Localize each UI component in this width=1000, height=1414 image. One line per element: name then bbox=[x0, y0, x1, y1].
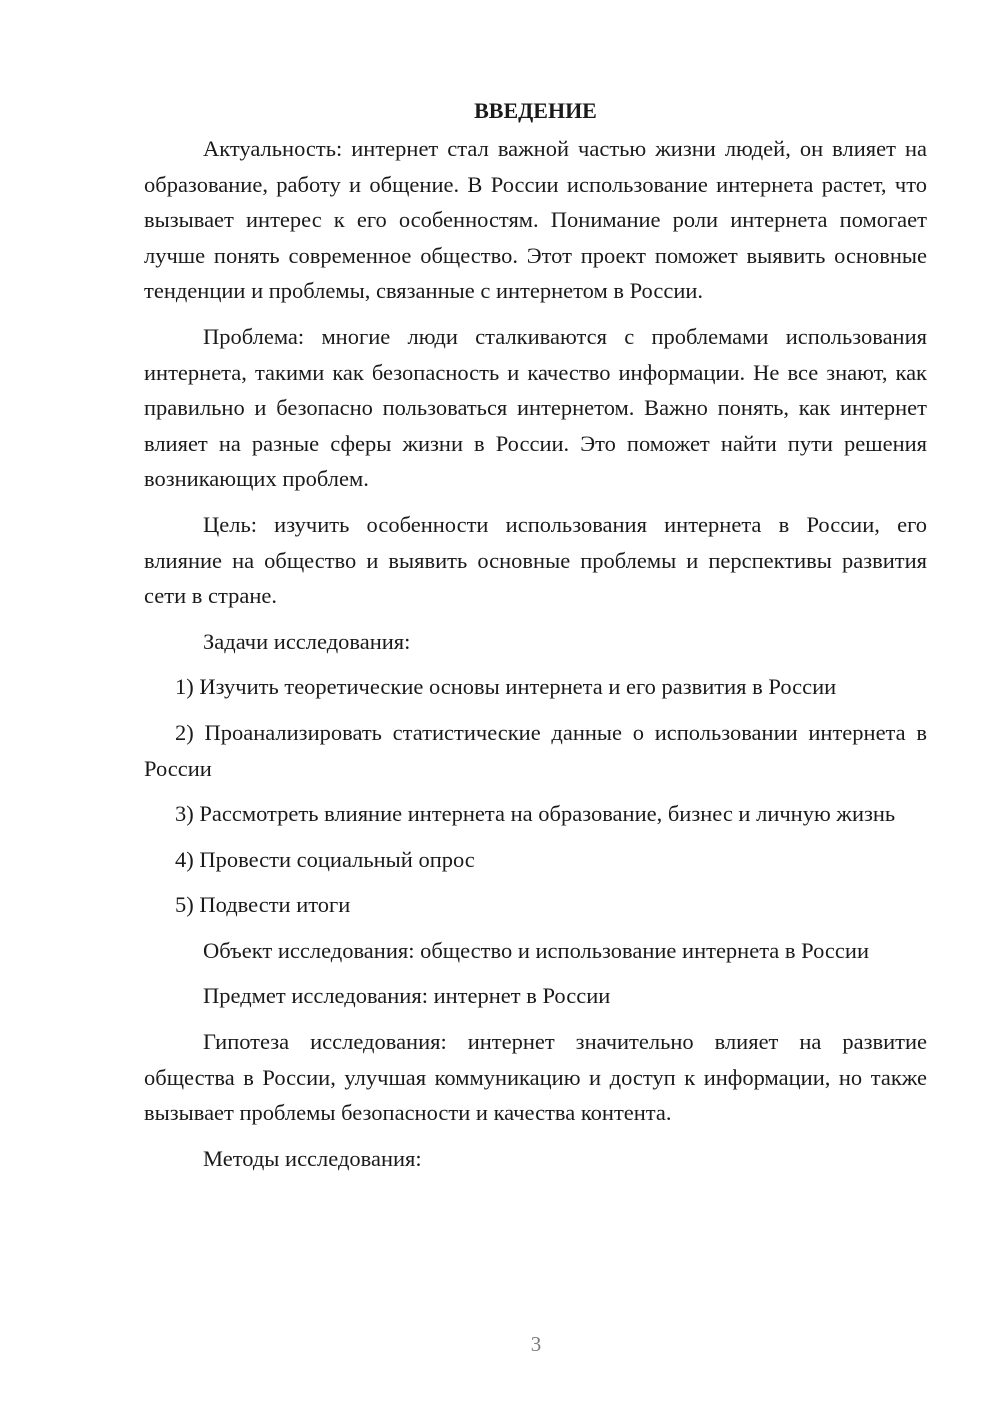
task-item: 5) Подвести итоги bbox=[175, 892, 351, 918]
tasks-heading: Задачи исследования: bbox=[203, 628, 411, 654]
problem-paragraph: Проблема: многие люди сталкиваются с проблемами использования интернета, такими как безопасность и качество информации. Не все знают, как правильно и безопасно пользоваться интернетом. Важно понять, как интернет влияет на разные сферы жизни в России. Это поможет найти пути решения возникающих проблем. bbox=[144, 323, 927, 492]
task-item: 4) Провести социальный опрос bbox=[175, 846, 475, 872]
page-content bbox=[144, 93, 927, 1186]
hypothesis-paragraph: Гипотеза исследования: интернет значительно влияет на развитие общества в России, улучшая коммуникацию и доступ к информации, но также вызывает проблемы безопасности и качества контента. bbox=[144, 1029, 927, 1126]
section-heading: ВВЕДЕНИЕ bbox=[474, 98, 597, 123]
task-item: 1) Изучить теоретические основы интернета и его развития в России bbox=[175, 674, 837, 700]
object-paragraph: Объект исследования: общество и использование интернета в России bbox=[203, 937, 869, 963]
relevance-paragraph: Актуальность: интернет стал важной частью жизни людей, он влияет на образование, работу и общение. В России использование интернета растет, что вызывает интерес к его особенностям. Понимание роли интернета помогает лучше понять современное общество. Этот проект поможет выявить основные тенденции и проблемы, связанные с интернетом в России. bbox=[144, 136, 927, 304]
subject-paragraph: Предмет исследования: интернет в России bbox=[203, 983, 611, 1009]
task-item: 3) Рассмотреть влияние интернета на образование, бизнес и личную жизнь bbox=[175, 801, 896, 827]
task-item: 2) Проанализировать статистические данные о использовании интернета в России bbox=[144, 719, 927, 781]
methods-paragraph: Методы исследования: bbox=[203, 1145, 422, 1171]
page-number: 3 bbox=[530, 1332, 542, 1356]
goal-paragraph: Цель: изучить особенности использования интернета в России, его влияние на общество и выявить основные проблемы и перспективы развития сети в стране. bbox=[144, 511, 927, 609]
